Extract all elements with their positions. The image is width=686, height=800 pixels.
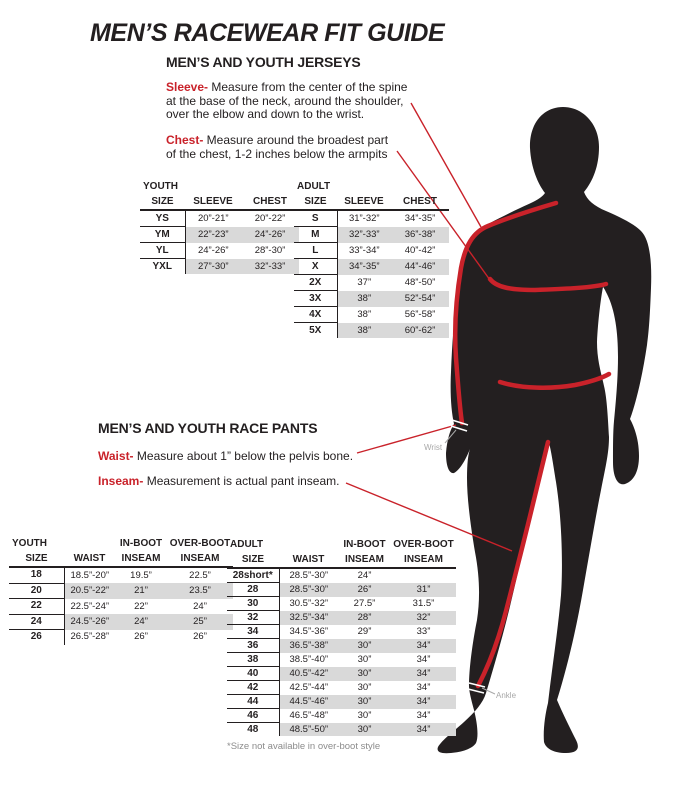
table-row [227,639,456,653]
inseam-instruction [98,475,339,489]
value-cell: 24”-26” [197,244,229,256]
value-cell: 34” [391,695,456,709]
table-header-cell [391,179,449,193]
table-header-cell [241,179,299,193]
value-cell: 31”-32” [348,213,380,224]
table-row [140,259,299,275]
table-row [227,611,456,625]
youth-pants-size-table [9,536,233,645]
size-cell: 3X [294,291,337,307]
value-cell: 21” [115,583,167,599]
adult-jersey-size-table [294,179,449,338]
table-row [227,695,456,709]
body-silhouette [438,107,652,753]
table-row [227,653,456,667]
value-cell: 30” [357,653,372,665]
inseam-instruction-text: Measurement is actual pant inseam. [143,474,340,488]
value-cell: 44.5”-46” [279,695,338,709]
size-cell: X [294,259,337,275]
table-header-cell: CHEST [241,193,299,210]
value-cell: 30.5”-32” [289,597,329,609]
value-cell: 22”-23” [185,227,241,243]
value-cell: 29” [357,625,372,637]
value-cell: 27.5” [353,597,376,609]
table-header-row [140,193,299,210]
table-header-cell: SIZE [294,193,337,210]
value-cell: 22.5” [189,569,211,581]
table-header-cell: IN-BOOT [343,539,386,550]
table-header-cell: WAIST [64,550,115,567]
value-cell: 18.5”-20” [70,569,110,581]
table-row [294,243,449,259]
table-row [294,291,449,307]
value-cell: 42.5”-44” [289,681,329,693]
pants-section-heading: MEN’S AND YOUTH RACE PANTS [98,420,318,436]
table-header-cell: ADULT [297,181,331,192]
waist-instruction-label: Waist- [98,449,134,463]
value-cell: 33” [416,625,431,637]
value-cell: 31” [391,583,456,597]
table-header-cell: INSEAM [338,551,391,568]
size-cell: 18 [9,567,64,583]
size-cell: YL [140,243,185,259]
value-cell: 46.5”-48” [289,709,329,721]
value-cell: 30” [357,681,372,693]
value-cell: 34.5”-36” [289,625,329,637]
value-cell: 56”-58” [404,308,436,320]
table-header-cell: INSEAM [391,551,456,568]
table-header-row [9,550,233,567]
table-header-cell: SIZE [140,193,185,210]
value-cell: 24.5”-26” [64,614,115,630]
table-header-cell: CHEST [391,193,449,210]
table-row [9,567,233,583]
table-header-cell: WAIST [279,551,338,568]
table-header-row [294,179,449,193]
size-cell: 30 [227,597,279,611]
value-cell: 32” [391,611,456,625]
value-cell: 34” [391,667,456,681]
value-cell: 32”-33” [241,259,299,275]
table-header-cell: SLEEVE [185,193,241,210]
page-title: MEN’S RACEWEAR FIT GUIDE [90,19,445,47]
size-cell: 34 [227,625,279,639]
size-cell: YM [140,227,185,243]
table-header-cell [64,536,115,550]
wrist-label: Wrist [424,443,443,452]
size-cell: 36 [227,639,279,653]
size-cell: 38 [227,653,279,667]
table-row [140,210,299,227]
value-cell: 28”-30” [254,244,286,256]
table-row [227,597,456,611]
value-cell: 31.5” [412,597,435,609]
chest-instruction-label: Chest- [166,133,204,147]
size-table [227,537,456,736]
size-table [9,536,233,645]
value-cell: 38” [337,291,391,307]
size-cell: 32 [227,611,279,625]
table-row [227,568,456,583]
size-cell: 4X [294,307,337,323]
size-cell: M [294,227,337,243]
table-header-cell: IN-BOOT [119,538,163,549]
value-cell: 36.5”-38” [279,639,338,653]
value-cell: 23.5” [167,583,233,599]
overboot-footnote: *Size not available in over-boot style [227,741,381,752]
size-cell: 20 [9,583,64,599]
table-row [294,227,449,243]
size-cell: YXL [140,259,185,275]
size-cell: YS [140,210,185,227]
size-table [140,179,299,274]
table-header-row [227,551,456,568]
value-cell: 20”-22” [254,213,286,224]
youth-jersey-size-table [140,179,299,274]
size-cell: S [294,210,337,227]
value-cell: 60”-62” [391,323,449,339]
value-cell: 30” [338,695,391,709]
size-cell: 5X [294,323,337,339]
value-cell: 28.5”-30” [279,583,338,597]
value-cell: 28” [338,611,391,625]
value-cell: 26” [193,631,207,643]
inseam-instruction-label: Inseam- [98,474,144,488]
table-header-cell: SIZE [9,550,64,567]
table-header-cell: OVER-BOOT [393,539,454,550]
table-header-cell: SIZE [227,551,279,568]
chest-instruction [166,134,390,161]
size-cell: 22 [9,599,64,615]
table-row [9,599,233,615]
value-cell: 22” [134,600,148,612]
sleeve-instruction-text: Measure from the center of the spine at the base of the neck, around the shoulder, over the elbow and down to the wrist. [166,80,408,121]
table-row [9,583,233,599]
size-cell: L [294,243,337,259]
value-cell: 32”-33” [337,227,391,243]
table-header-row [294,193,449,210]
value-cell: 22.5”-24” [70,600,110,612]
value-cell: 34” [391,723,456,737]
table-row [294,210,449,227]
value-cell: 24” [357,570,372,581]
value-cell: 37” [357,276,372,288]
value-cell: 38” [357,308,372,320]
size-cell: 44 [227,695,279,709]
value-cell: 30” [338,667,391,681]
table-row [294,259,449,275]
table-row [140,243,299,259]
size-cell: 2X [294,275,337,291]
value-cell: 34” [416,709,431,721]
table-header-cell: YOUTH [143,181,178,192]
value-cell: 26” [134,631,148,643]
table-header-cell: INSEAM [115,550,167,567]
size-cell: 48 [227,723,279,737]
size-cell: 24 [9,614,64,630]
size-cell: 40 [227,667,279,681]
value-cell: 30” [357,709,372,721]
table-row [9,630,233,645]
table-row [294,323,449,339]
value-cell: 36”-38” [391,227,449,243]
value-cell: 20.5”-22” [64,583,115,599]
table-row [140,227,299,243]
chest-instruction-text: Measure around the broadest part of the chest, 1-2 inches below the armpits [166,133,389,161]
table-header-row [227,537,456,551]
value-cell: 52”-54” [391,291,449,307]
table-row [294,275,449,291]
value-cell: 38.5”-40” [289,653,329,665]
value-cell [391,568,456,583]
value-cell: 24” [115,614,167,630]
value-cell: 34”-35” [404,213,436,224]
value-cell: 24” [193,600,207,612]
value-cell: 34” [416,653,431,665]
waist-instruction [98,450,353,464]
value-cell: 40”-42” [404,244,436,256]
table-header-cell: SLEEVE [337,193,391,210]
value-cell: 40.5”-42” [279,667,338,681]
table-row [227,681,456,695]
value-cell: 20”-21” [197,213,229,224]
table-row [227,709,456,723]
table-row [227,667,456,681]
value-cell: 32.5”-34” [279,611,338,625]
value-cell: 19.5” [130,569,152,581]
table-header-cell: INSEAM [167,550,233,567]
table-header-cell [337,179,391,193]
table-row [227,583,456,597]
size-cell: 28 [227,583,279,597]
value-cell: 48.5”-50” [279,723,338,737]
waist-instruction-text: Measure about 1” below the pelvis bone. [133,449,354,463]
value-cell: 26.5”-28” [70,631,110,643]
value-cell: 34” [416,681,431,693]
table-header-cell [185,179,241,193]
value-cell: 34” [391,639,456,653]
ankle-label: Ankle [496,691,517,700]
size-cell: 46 [227,709,279,723]
size-cell: 28short* [227,568,279,583]
size-table [294,179,449,338]
table-row [227,723,456,737]
value-cell: 28.5”-30” [289,570,329,581]
value-cell: 44”-46” [391,259,449,275]
table-row [9,614,233,630]
sleeve-instruction [166,81,408,122]
table-header-cell: OVER-BOOT [169,538,231,549]
value-cell: 30” [338,723,391,737]
table-header-cell: YOUTH [12,538,47,549]
table-header-cell: ADULT [230,539,264,550]
value-cell: 27”-30” [185,259,241,275]
value-cell: 25” [167,614,233,630]
value-cell: 38” [337,323,391,339]
sleeve-instruction-label: Sleeve- [166,80,209,94]
value-cell: 33”-34” [348,244,380,256]
table-header-cell [279,537,338,551]
table-row [227,625,456,639]
size-cell: 42 [227,681,279,695]
table-header-row [140,179,299,193]
size-cell: 26 [9,630,64,645]
value-cell: 26” [338,583,391,597]
jerseys-section-heading: MEN’S AND YOUTH JERSEYS [166,54,361,70]
adult-pants-size-table [227,537,456,736]
table-header-row [9,536,233,550]
value-cell: 48”-50” [404,276,436,288]
value-cell: 30” [338,639,391,653]
table-row [294,307,449,323]
value-cell: 34”-35” [337,259,391,275]
value-cell: 24”-26” [241,227,299,243]
